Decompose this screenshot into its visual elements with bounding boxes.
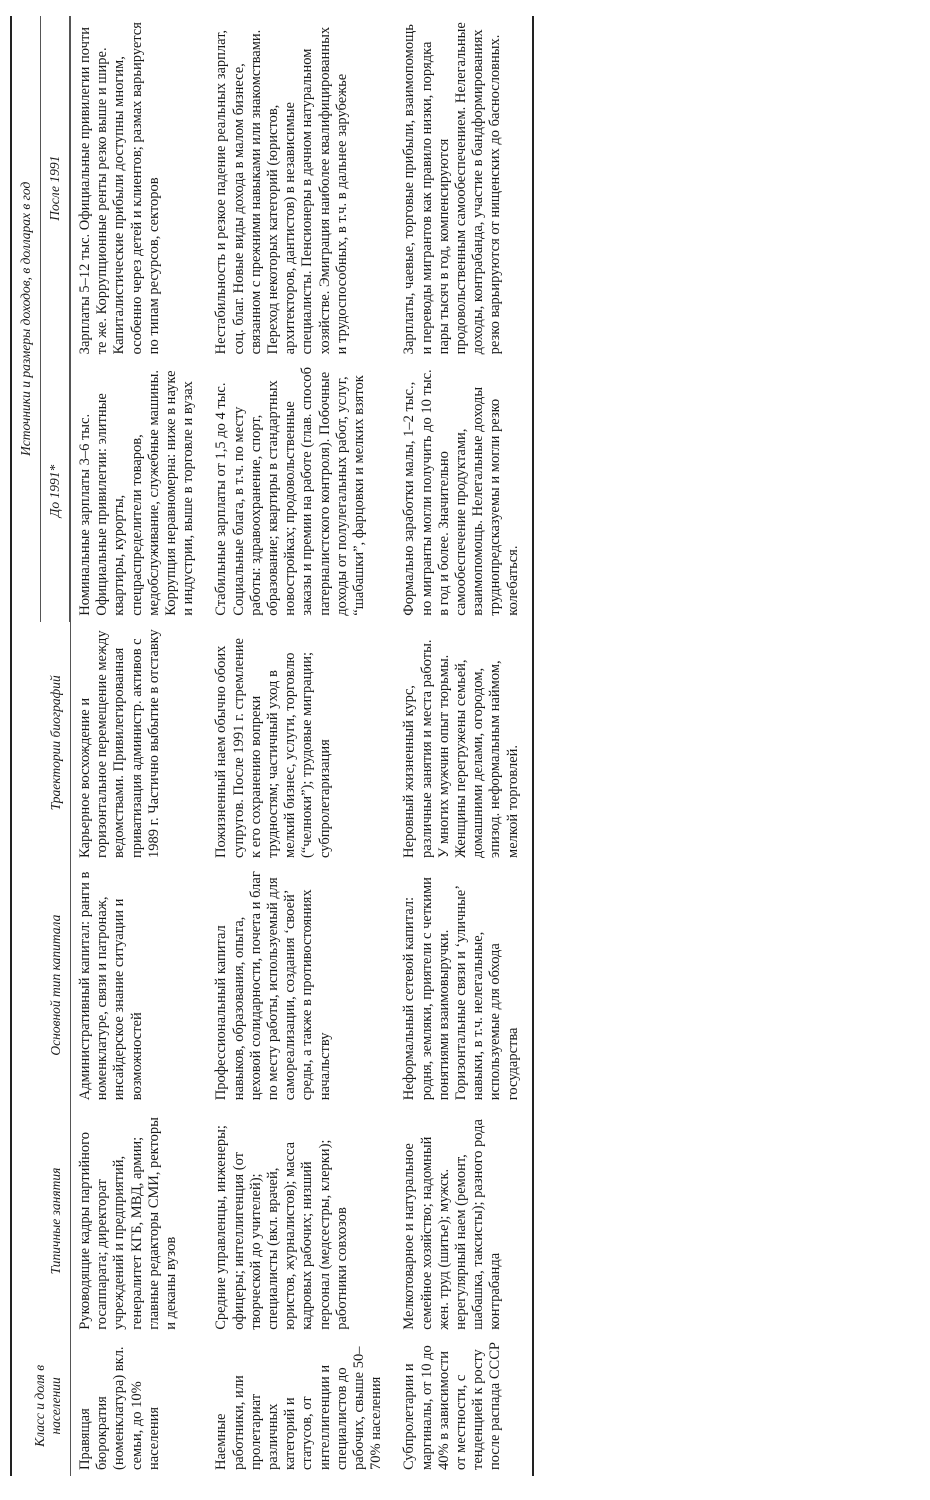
header-income: Источники и размеры доходов, в долларах в год [18,181,33,457]
cell-occupations: Мелкотоварное и натуральное семейное хозяйство; надомный жен. труд (шитье); мужск. нерегулярный наем (ремонт, шабашка, таксисты); разного рода контрабанда [401,1119,504,1330]
cell-income-before: Стабильные зарплаты от 1,5 до 4 тыс. Социальные блага, в т.ч. по месту работы: здравоохранение, спорт, образование; квартиры в стандартных новостройках; продовольственные заказы и премии на работе (глав. способ патерналистского контроля). Побочные доходы от полулегальных работ, услуг, “шабашки”, фарцовки и мелких взяток [213,367,368,616]
class-structure-table [10,16,534,1476]
header-capital: Основной тип капитала [47,914,63,1056]
rotated-page [10,16,820,1476]
cell-income-after: Зарплаты 5–12 тыс. Официальные привилегии почти те же. Коррупционные ренты резко выше и шире. Капиталистические прибыли доступны многим, особенно через детей и клиентов; размах варьируется по типам ресурсов, секторов [77,22,162,355]
cell-income-after: Нестабильность и резкое падение реальных зарплат, соц. благ. Новые виды дохода в малом бизнесе, связанном с прежними навыками или знакомствами. Переход некоторых категорий (юристов, архитекторов, дантистов) в независимые специалисты. Пенсионеры в дачном натуральном хозяйстве. Эмиграция наиболее квалифицированных и трудоспособных, в т.ч. в дальнее зарубежье [213,26,350,355]
header-occupations: Типичные занятия [47,1167,63,1275]
cell-income-before: Формально заработки малы, 1–2 тыс., но мигранты могли получить до 10 тыс. в год и более. Значительно самообеспечение продуктами, взаимопомощь. Нелегальные доходы труднопредсказуемы и могли резко колебаться. [401,369,521,616]
cell-trajectories: Карьерное восхождение и горизонтальное перемещение между ведомствами. Привилегированная приватизация администр. активов с 1989 г. Частично выбытие в отставку [77,629,162,858]
cell-capital: Административный капитал: ранги в номенклатуре, связи и патронаж, инсайдерское знание ситуации и возможностей [77,871,145,1101]
table-row [71,16,208,1476]
header-class: Класс и доля в населении [31,1364,63,1447]
cell-income-after: Зарплаты, чаевые, торговые прибыли, взаимопомощь и переводы мигрантов как правило низки, порядка пары тысяч в год, компенсируются продовольственным самообеспечением. Нелегальные доходы, контрабанда, участие в бандформированиях резко варьируются от нищенских до баснословных. [401,22,504,355]
header-after-1991: После 1991 [41,16,70,360]
table-row [207,16,395,1476]
header-trajectories: Траектории биографий [47,675,63,811]
cell-occupations: Руководящие кадры партийного госаппарата; директорат учреждений и предприятий, генералитет КГБ, МВД, армии; главные редакторы СМИ, ректоры и деканы вузов [77,1117,180,1330]
cell-class: Субпролетарии и маргиналы, от 10 до 40% в зависимости от местности, с тенденцией к росту после распада СССР [401,1342,504,1470]
cell-class: Правящая бюрократия (номенклатура) вкл. семьи, до 10% населения [77,1346,162,1470]
cell-capital: Профессиональный капитал навыков, образования, опыта, цеховой солидарности, почета и благ по месту работы, используемый для самореализации, создания ‘своей’ среды, а также в противостояниях начальству [213,871,333,1101]
cell-occupations: Средние управленцы, инженеры; офицеры; интеллигенция (от творческой до учителей); специалисты (вкл. врачей, юристов, журналистов); масса кадровых рабочих; низший персонал (медсестры, клерки); работники совхозов [213,1125,350,1330]
cell-trajectories: Неровный жизненный курс, различные занятия и места работы. У многих мужчин опыт тюрьмы. Женщины перегружены семьей, домашними делами, огородом, эпизод. неформальным наймом, мелкой торговлей. [401,639,521,858]
cell-income-before: Номинальные зарплаты 3–6 тыс. Официальные привилегии: элитные квартиры, курорты, спецраспределители товаров, медобслуживание, служебные машины. Коррупция неравномерна: ниже в науке и индустрии, выше в торговле и вузах [77,369,197,616]
table-row [395,16,532,1476]
cell-trajectories: Пожизненный наем обычно обоих супругов. После 1991 г. стремление к его сохранению вопреки трудностям; частичный уход в мелкий бизнес, услуги, торговлю (“челноки”); трудовые миграции; субпролетаризация [213,638,333,858]
cell-capital: Неформальный сетевой капитал: родня, земляки, приятели с четкими понятиями взаимовыручки. Горизонтальные связи и ‘уличные’ навыки, в т.ч. нелегальные, используемые для обхода государства [401,877,521,1101]
cell-class: Наемные работники, или пролетариат различных категорий и статусов, от интеллигенции и специалистов до рабочих, свыше 50–70% населения [213,1346,385,1470]
header-before-1991: До 1991* [41,360,70,621]
